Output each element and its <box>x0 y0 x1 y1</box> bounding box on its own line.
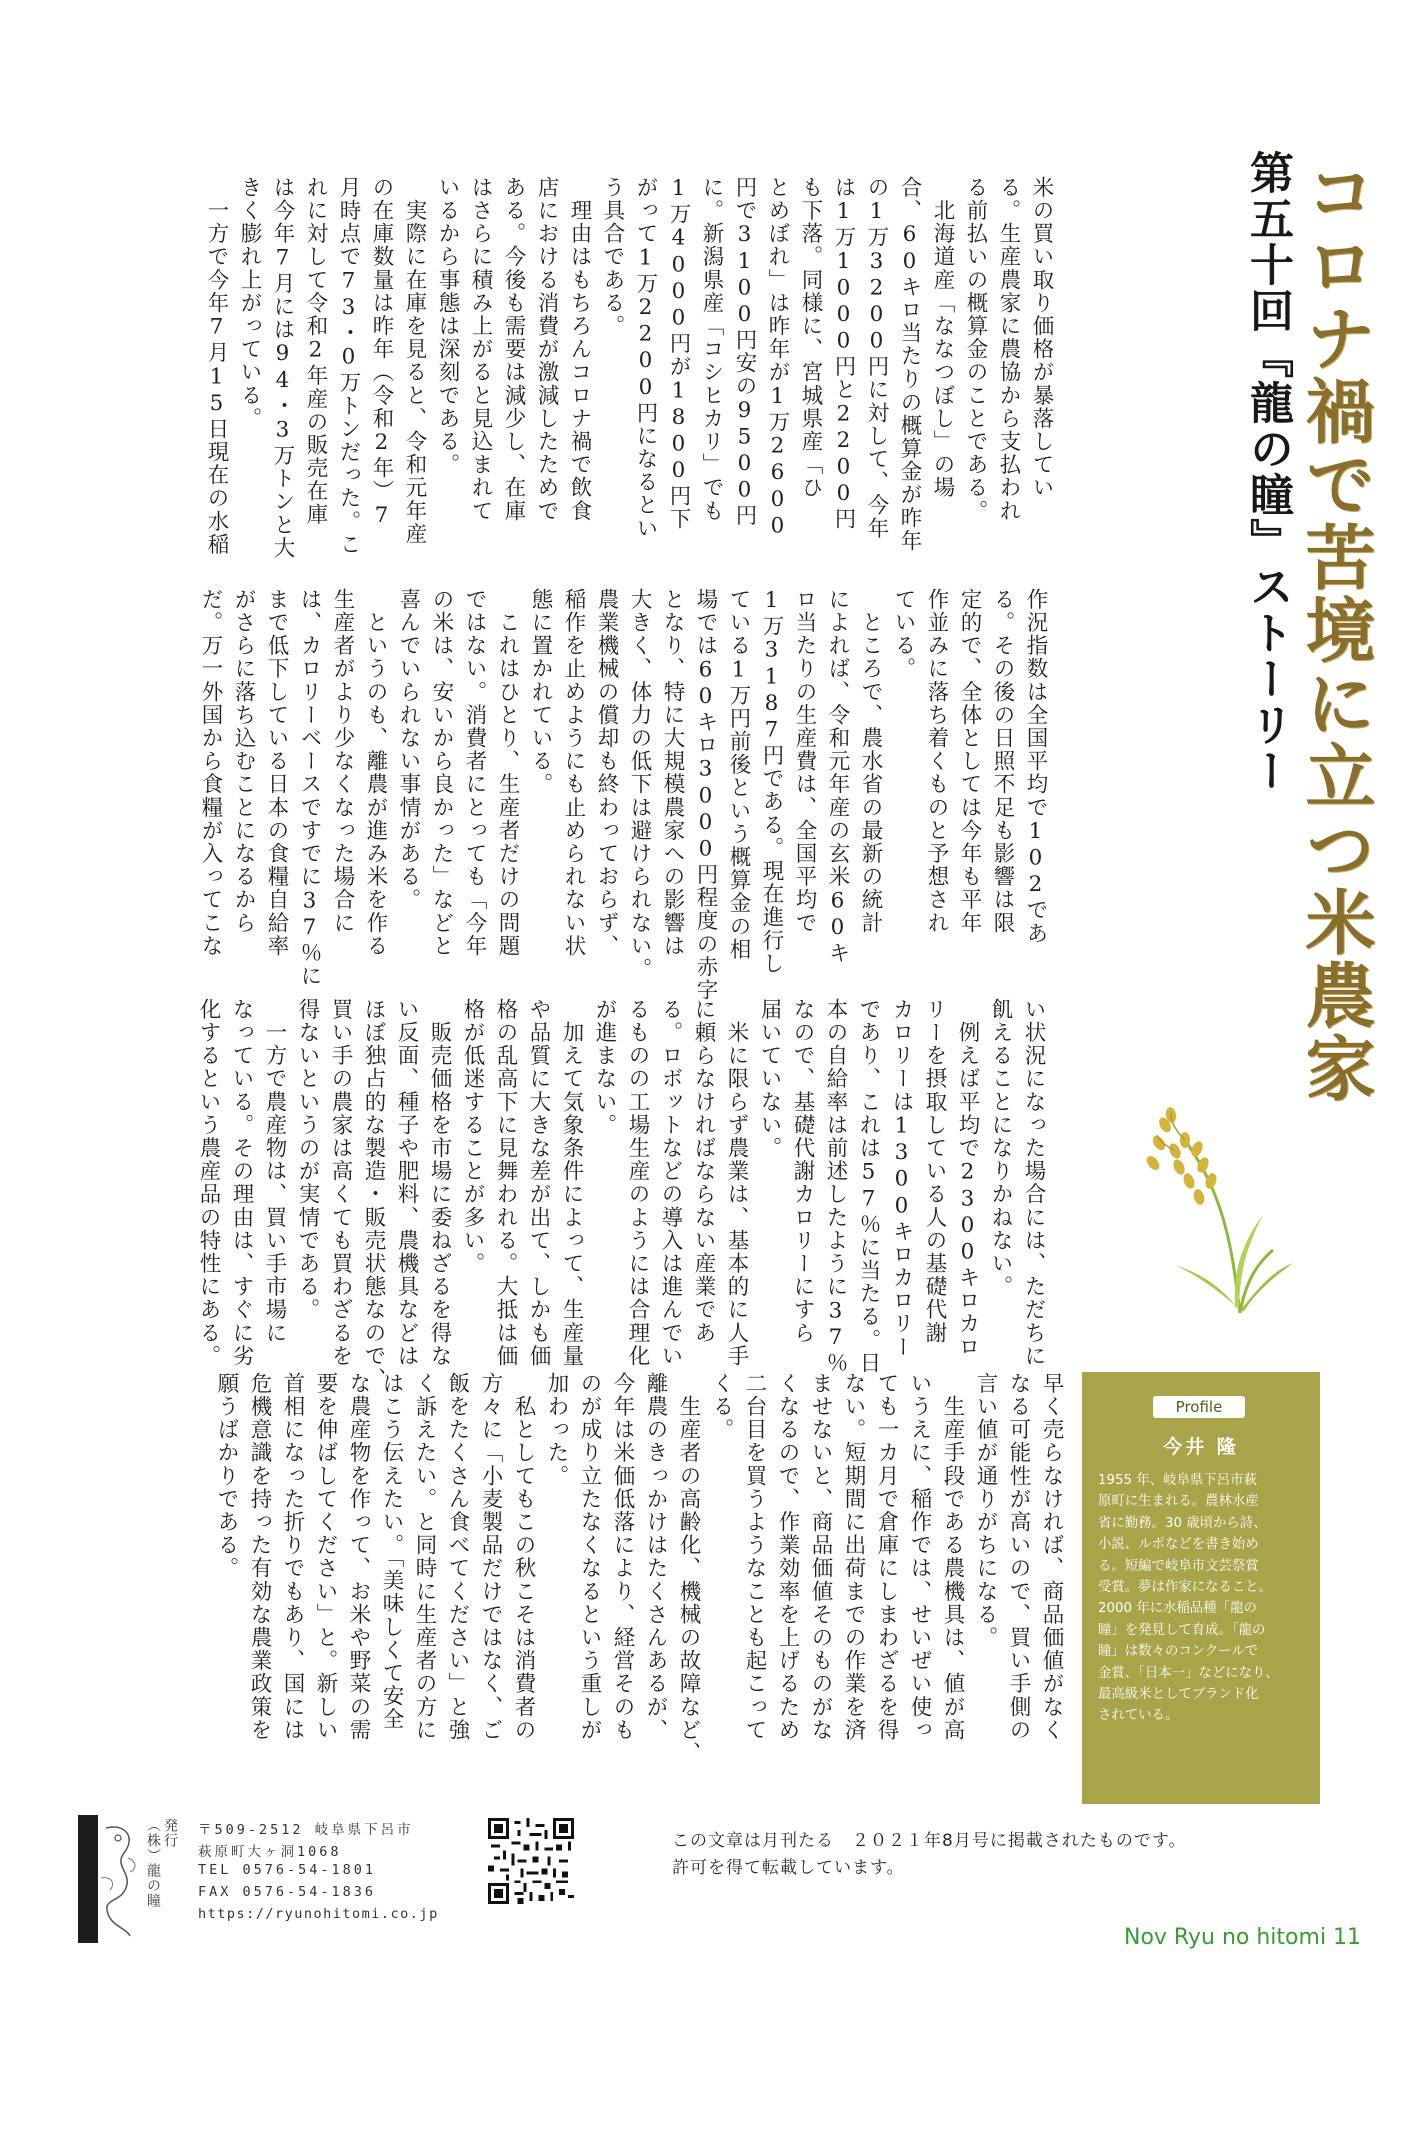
phone-number: TEL 0576-54-1801 <box>198 1862 377 1878</box>
rice-plant-illustration <box>1145 1085 1295 1315</box>
article-block-4: 早く売らなければ、商品価値がなく なる可能性が高いので、買い手側の 言い値が通りがちになる。 生産手段である農機具は、値が高 いうえに、稲作では、せいぜい使っ ても一カ月で倉庫にしまわざるを得 ない。短期間に出荷までの作業を済 ませないと、商品価値そのものがな くなるので、作業効率を上げるため 二台目を買うようなことも起こって くる。 生産者の高齢化、機械の故障など、 離農のきっかけはたくさんあるが、 今年は米価低落により、経営そのも のが成り立たなくなるという重しが 加わった。 私としてもこの秋こそは消費者の 方々に「小麦製品だけではなく、ご 飯をたくさん食べてください」と強 く訴えたい。と同時に生産者の方に はこう伝えたい。「美味しくて安全 な農産物を作って、お米や野菜の需 要を伸ばしてください」と。新しい 首相になった折りでもあり、国には 危機意識を持った有効な農業政策を 願うばかりである。 <box>214 1372 1064 1765</box>
publisher-logo <box>78 1815 98 1943</box>
address-street: 萩原町大ヶ洞1068 <box>198 1844 342 1860</box>
qr-code[interactable] <box>488 1818 574 1904</box>
profile-tag: Profile <box>1153 1396 1245 1418</box>
fax-number: FAX 0576-54-1836 <box>198 1884 377 1900</box>
article-block-3: い状況になった場合には、ただちに 飢えることになりかねない。 例えば平均で2300キロカロ リーを摂取している人の基礎代謝 カロリーは1300キロカロリー であり、これは57％に当たる。日 本の自給率は前述したように37％ なので、基礎代謝カロリーにすら 届いていない。 米に限らず農業は、基本的に人手 に頼らなければならない産業であ る。ロボットなどの導入は進んでい るものの工場生産のようには合理化 が進まない。 加えて気象条件によって、生産量 や品質に大きな差が出て、しかも価 格の乱高下に見舞われる。大抵は価 格が低迷することが多い。 販売価格を市場に委ねざるを得な い反面、種子や肥料、農機具などは ほぼ独占的な製造・販売状態なので、 買い手の農家は高くても買わざるを 得ないというのが実情である。 一方で農産物は、買い手市場に なっている。その理由は、すぐに劣 化するという農産品の特性にある。 <box>196 998 1046 1391</box>
series-title: 第五十回『龍の瞳』ストーリー <box>1242 150 1293 794</box>
article-block-1: 米の買い取り価格が暴落してい る。生産農家に農協から支払われ る前払いの概算金のことである。 北海道産「ななつぼし」の場 合、60キロ当たりの概算金が昨年 の1万3200円に対して、今年 は1万1000円と2200円 も下落。同様に、宮城県産「ひ とめぼれ」は昨年が1万2600 円で3100円安の9500円 に。新潟県産「コシヒカリ」でも 1万4000円が1800円下 がって1万2200円になるとい う具合である。 理由はもちろんコロナ禍で飲食 店における消費が激減したためで ある。今後も需要は減少し、在庫 はさらに積み上がると見込まれて いるから事態は深刻である。 実際に在庫を見ると、令和元年産 の在庫数量は昨年（令和2年）7 月時点で73・0万トンだった。こ れに対して令和2年産の販売在庫 は今年7月には94・3万トンと大 きく膨れ上がっている。 一方で今年7月15日現在の水稲 <box>204 176 1054 560</box>
reprint-note-line2: 許可を得て転載しています。 <box>672 1858 905 1878</box>
page-title: コロナ禍で苦境に立つ米農家 <box>1294 156 1376 1105</box>
profile-name: 今井 隆 <box>1163 1436 1239 1458</box>
page-number: Nov Ryu no hitomi 11 <box>1124 1925 1362 1950</box>
address-postal: 〒509-2512 岐阜県下呂市 <box>198 1822 414 1838</box>
reprint-note-line1: この文章は月刊たる ２０２１年8月号に掲載されたものです。 <box>672 1831 1187 1851</box>
article-block-2: 作況指数は全国平均で102であ る。その後の日照不足も影響は限 定的で、全体としては今年も平年 作並みに落ち着くものと予想され ている。 ところで、農水省の最新の統計 によれば、令和元年産の玄米60キ ロ当たりの生産費は、全国平均で 1万3187円である。現在進行し ている1万円前後という概算金の相 場では60キロ3000円程度の赤字 となり、特に大規模農家への影響は 大きく、体力の低下は避けられない。 農業機械の償却も終わっておらず、 稲作を止めようにも止められない状 態に置かれている。 これはひとり、生産者だけの問題 ではない。消費者にとっても「今年 の米は、安いから良かった」などと 喜んでいられない事情がある。 というのも、離農が進み米を作る 生産者がより少なくなった場合に は、カロリーベースですでに37％に まで低下している日本の食糧自給率 がさらに落ち込むことになるから だ。万一外国から食糧が入ってこな <box>198 588 1048 1002</box>
website-link[interactable]: https://ryunohitomi.co.jp <box>198 1906 439 1922</box>
dragon-logo-illustration <box>96 1818 142 1942</box>
profile-bio: 1955 年、岐阜県下呂市萩 原町に生まれる。農林水産 省に勤務。30 歳頃から詩、 小説、ルポなどを書き始め る。短編で岐阜市文芸祭賞 受賞。夢は作家になること。 2000 年に水稲品種「龍の 瞳」を発見して育成。「龍の 瞳」は数々のコンクールで 金賞、「日本一」などになり、 最高級米としてブランド化 されている。 <box>1098 1473 1279 1724</box>
publisher-label: 発行 （株）龍の瞳 <box>145 1818 178 1908</box>
